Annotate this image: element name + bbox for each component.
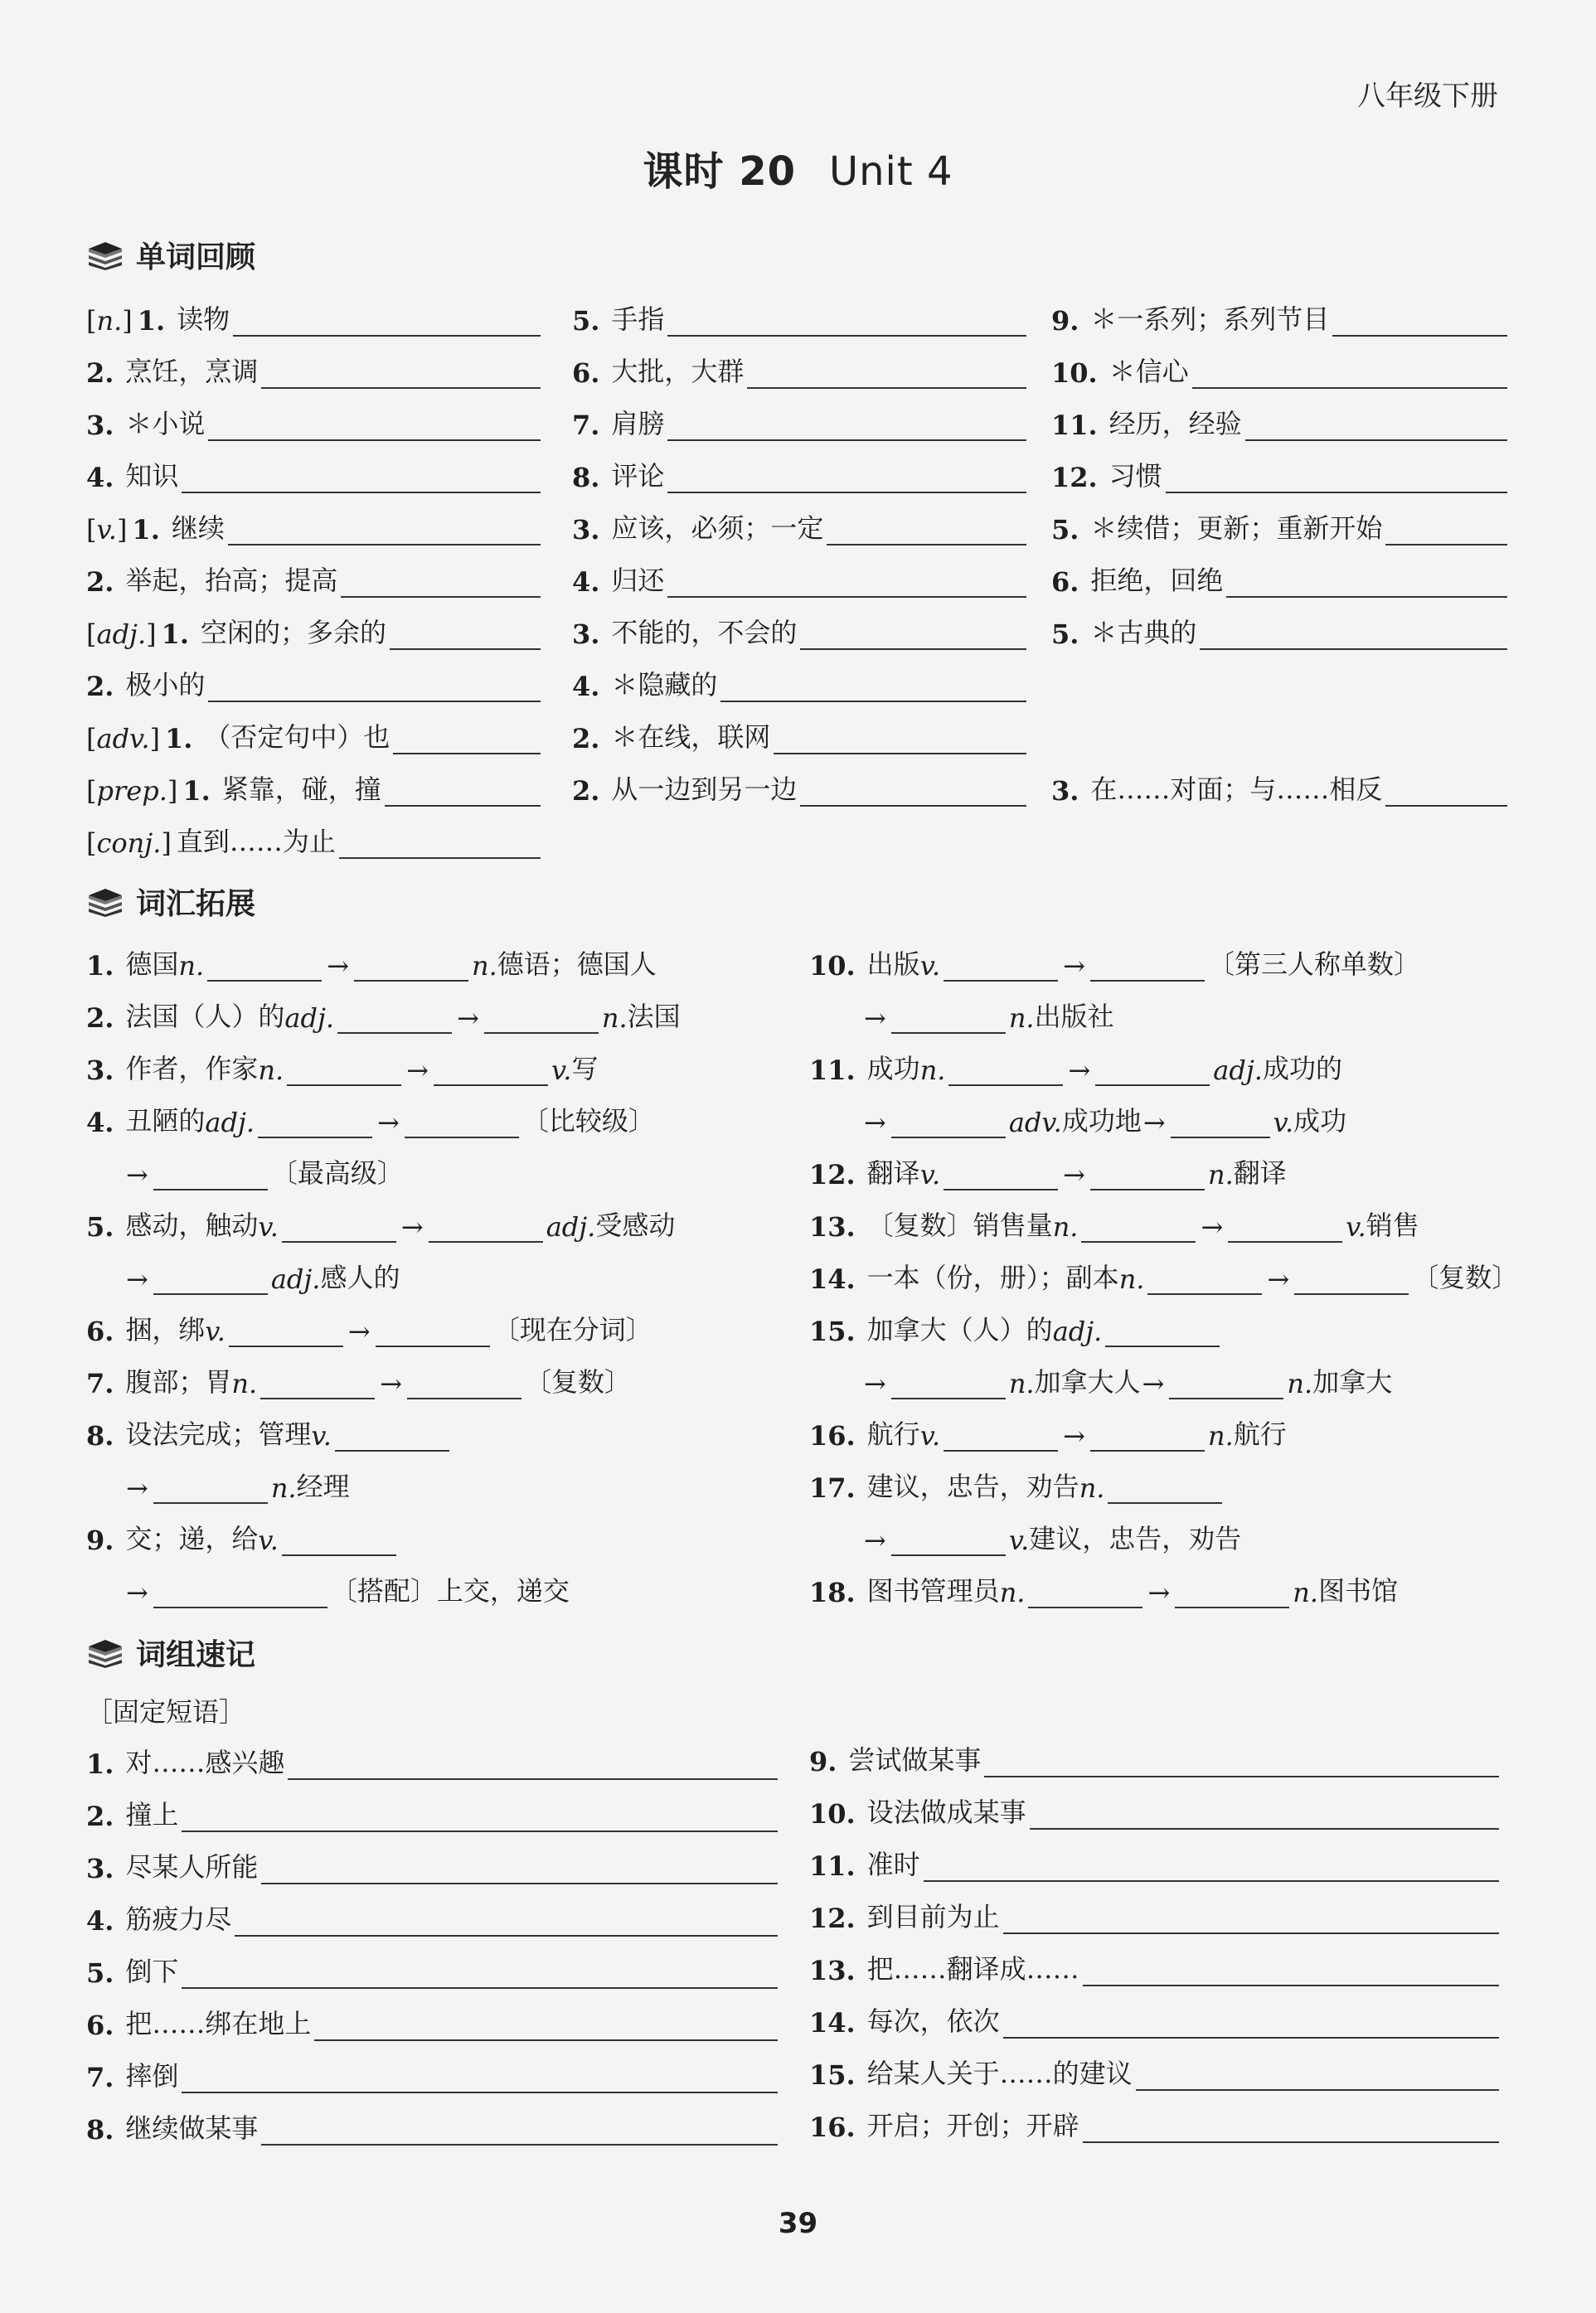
answer-blank[interactable] <box>153 1577 327 1608</box>
answer-blank[interactable] <box>1169 1368 1283 1399</box>
answer-blank[interactable] <box>891 1002 1006 1034</box>
answer-blank[interactable] <box>1228 1211 1342 1243</box>
section-title: 单词回顾 <box>136 240 256 274</box>
answer-blank[interactable] <box>720 671 1026 702</box>
answer-blank[interactable] <box>484 1002 599 1034</box>
answer-blank[interactable] <box>182 1957 778 1989</box>
answer-blank[interactable] <box>944 1159 1058 1190</box>
answer-blank[interactable] <box>1108 1472 1222 1504</box>
expand-item: 2. 法国（人）的 adj. → n. 法国 <box>86 1001 681 1034</box>
answer-blank[interactable] <box>667 566 1026 598</box>
answer-blank[interactable] <box>287 1055 401 1086</box>
answer-blank[interactable] <box>891 1525 1006 1556</box>
answer-blank[interactable] <box>667 410 1026 441</box>
expand-item: 17. 建议，忠告，劝告 n. <box>809 1467 1225 1504</box>
answer-blank[interactable] <box>984 1746 1499 1777</box>
answer-blank[interactable] <box>228 514 541 546</box>
answer-blank[interactable] <box>153 1263 268 1295</box>
phrase-item: 5. 倒下 <box>86 1952 778 1989</box>
phrase-item: 6. 把……绑在地上 <box>86 2005 778 2041</box>
answer-blank[interactable] <box>337 1002 452 1034</box>
answer-blank[interactable] <box>1105 1316 1220 1347</box>
answer-blank[interactable] <box>944 1420 1058 1452</box>
expand-item: 11. 成功 n. → adj. 成功的 <box>809 1053 1342 1086</box>
answer-blank[interactable] <box>182 2062 778 2093</box>
review-item: 3. ＊小说 <box>86 405 541 441</box>
answer-blank[interactable] <box>1003 1903 1499 1934</box>
expand-item: 3. 作者，作家 n. → v. 写 <box>86 1053 599 1086</box>
review-item: 2. 从一边到另一边 <box>572 770 1026 807</box>
review-item: 6. 拒绝，回绝 <box>1051 561 1507 598</box>
answer-blank[interactable] <box>1083 2112 1499 2143</box>
expand-item: 7. 腹部；胃 n. → 〔复数〕 <box>86 1366 632 1399</box>
answer-blank[interactable] <box>1226 566 1507 598</box>
expand-item: 13. 〔复数〕销售量 n. → v. 销售 <box>809 1210 1419 1243</box>
section-vocab-expand <box>86 880 255 923</box>
title-unit: Unit 4 <box>829 148 953 195</box>
expand-item-cont: → 〔最高级〕 <box>126 1157 404 1190</box>
expand-item-cont: → n. 出版社 <box>864 1001 1114 1034</box>
section-title: 词汇拓展 <box>136 887 256 921</box>
answer-blank[interactable] <box>235 1905 778 1937</box>
review-item: 6. 大批，大群 <box>572 352 1026 389</box>
grade-label: 八年级下册 <box>1357 80 1498 113</box>
answer-blank[interactable] <box>354 950 468 982</box>
answer-blank[interactable] <box>182 462 541 493</box>
answer-blank[interactable] <box>390 618 541 650</box>
answer-blank[interactable] <box>233 305 541 337</box>
answer-blank[interactable] <box>1030 1798 1499 1830</box>
expand-item: 5. 感动，触动 v. → adj. 受感动 <box>86 1210 676 1243</box>
page-title <box>0 139 1596 196</box>
answer-blank[interactable] <box>1385 775 1507 807</box>
review-item: [n.] 1. 读物 <box>86 300 541 337</box>
phrase-item: 1. 对……感兴趣 <box>86 1743 778 1780</box>
answer-blank[interactable] <box>1090 1420 1205 1452</box>
answer-blank[interactable] <box>288 1748 778 1780</box>
answer-blank[interactable] <box>261 2114 778 2146</box>
expand-item: 12. 翻译 v. → n. 翻译 <box>809 1157 1287 1190</box>
books-icon <box>86 240 124 270</box>
expand-item: 8. 设法完成；管理 v. <box>86 1415 453 1452</box>
answer-blank[interactable] <box>282 1525 396 1556</box>
answer-blank[interactable] <box>261 1853 778 1884</box>
answer-blank[interactable] <box>282 1211 396 1243</box>
answer-blank[interactable] <box>1332 305 1507 337</box>
answer-blank[interactable] <box>1136 2059 1499 2091</box>
review-item: 8. 评论 <box>572 457 1026 493</box>
review-item: 2. 烹饪，烹调 <box>86 352 541 389</box>
phrase-item: 13. 把……翻译成…… <box>809 1950 1499 1986</box>
answer-blank[interactable] <box>376 1316 490 1347</box>
answer-blank[interactable] <box>1090 950 1205 982</box>
answer-blank[interactable] <box>774 723 1026 754</box>
answer-blank[interactable] <box>1028 1577 1142 1608</box>
phrase-item: 10. 设法做成某事 <box>809 1793 1499 1830</box>
phrase-item: 9. 尝试做某事 <box>809 1741 1499 1777</box>
review-item: [adv.] 1. （否定句中）也 <box>86 718 541 754</box>
phrase-item: 16. 开启；开创；开辟 <box>809 2107 1499 2143</box>
review-item: 3. 应该，必须；一定 <box>572 509 1026 546</box>
answer-blank[interactable] <box>405 1107 519 1138</box>
section-word-review <box>86 234 255 276</box>
phrase-item: 3. 尽某人所能 <box>86 1848 778 1884</box>
answer-blank[interactable] <box>335 1420 449 1452</box>
expand-item-cont: → n. 加拿大人 → n. 加拿大 <box>864 1366 1393 1399</box>
review-item: [conj.] 直到……为止 <box>86 822 541 859</box>
answer-blank[interactable] <box>434 1055 548 1086</box>
expand-item: 14. 一本（份，册）；副本 n. → 〔复数〕 <box>809 1262 1519 1295</box>
answer-blank[interactable] <box>1192 357 1507 389</box>
answer-blank[interactable] <box>924 1850 1499 1882</box>
answer-blank[interactable] <box>1166 462 1507 493</box>
answer-blank[interactable] <box>407 1368 521 1399</box>
review-item: 2. ＊在线，联网 <box>572 718 1026 754</box>
answer-blank[interactable] <box>339 827 541 859</box>
review-item: 4. 归还 <box>572 561 1026 598</box>
review-item: 9. ＊一系列；系列节目 <box>1051 300 1507 337</box>
answer-blank[interactable] <box>667 462 1026 493</box>
review-item: 5. 手指 <box>572 300 1026 337</box>
answer-blank[interactable] <box>1245 410 1507 441</box>
answer-blank[interactable] <box>1175 1577 1289 1608</box>
phrase-item: 11. 准时 <box>809 1845 1499 1882</box>
review-item: 3. 不能的，不会的 <box>572 613 1026 650</box>
phrase-item: 4. 筋疲力尽 <box>86 1900 778 1937</box>
answer-blank[interactable] <box>948 1055 1063 1086</box>
expand-item: 16. 航行 v. → n. 航行 <box>809 1418 1287 1452</box>
title-lesson: 课时 20 <box>643 148 796 195</box>
phrase-item: 15. 给某人关于……的建议 <box>809 2054 1499 2091</box>
review-item: 11. 经历，经验 <box>1051 405 1507 441</box>
answer-blank[interactable] <box>153 1472 268 1504</box>
answer-blank[interactable] <box>1083 1955 1499 1986</box>
fixed-phrase-label: ［固定短语］ <box>86 1696 246 1728</box>
answer-blank[interactable] <box>827 514 1026 546</box>
answer-blank[interactable] <box>229 1316 343 1347</box>
review-item: 4. ＊隐藏的 <box>572 666 1026 702</box>
answer-blank[interactable] <box>1090 1159 1205 1190</box>
answer-blank[interactable] <box>944 950 1058 982</box>
review-item: [prep.] 1. 紧靠，碰，撞 <box>86 770 541 807</box>
answer-blank[interactable] <box>1095 1055 1210 1086</box>
review-item: 7. 肩膀 <box>572 405 1026 441</box>
answer-blank[interactable] <box>1200 618 1507 650</box>
phrase-item: 2. 撞上 <box>86 1796 778 1832</box>
answer-blank[interactable] <box>1147 1263 1262 1295</box>
expand-item-cont: → 〔搭配〕上交，递交 <box>126 1575 570 1608</box>
answer-blank[interactable] <box>1294 1263 1409 1295</box>
answer-blank[interactable] <box>891 1107 1006 1138</box>
review-item: 2. 极小的 <box>86 666 541 702</box>
section-phrases <box>86 1632 255 1674</box>
answer-blank[interactable] <box>153 1159 268 1190</box>
answer-blank[interactable] <box>385 775 541 807</box>
answer-blank[interactable] <box>1081 1211 1196 1243</box>
review-item: 3. 在……对面；与……相反 <box>1051 770 1507 807</box>
review-item: 10. ＊信心 <box>1051 352 1507 389</box>
books-icon <box>86 1638 124 1668</box>
answer-blank[interactable] <box>429 1211 543 1243</box>
expand-item: 10. 出版 v. → 〔第三人称单数〕 <box>809 948 1420 982</box>
review-item: 4. 知识 <box>86 457 541 493</box>
answer-blank[interactable] <box>182 1801 778 1832</box>
phrase-item: 7. 摔倒 <box>86 2057 778 2093</box>
answer-blank[interactable] <box>393 723 541 754</box>
expand-item: 18. 图书管理员 n. → n. 图书馆 <box>809 1575 1399 1608</box>
expand-item-cont: → n. 经理 <box>126 1471 350 1504</box>
review-item: 12. 习惯 <box>1051 457 1507 493</box>
answer-blank[interactable] <box>1003 2007 1499 2039</box>
answer-blank[interactable] <box>208 410 541 441</box>
review-item: 5. ＊古典的 <box>1051 613 1507 650</box>
answer-blank[interactable] <box>1171 1107 1270 1138</box>
expand-item: 15. 加拿大（人）的 adj. <box>809 1311 1223 1347</box>
review-item: [v.] 1. 继续 <box>86 509 541 546</box>
expand-item: 1. 德国 n. → n. 德语；德国人 <box>86 948 657 982</box>
answer-blank[interactable] <box>258 1107 372 1138</box>
answer-blank[interactable] <box>1385 514 1507 546</box>
expand-item: 6. 捆，绑 v. → 〔现在分词〕 <box>86 1314 652 1347</box>
answer-blank[interactable] <box>667 305 1026 337</box>
review-item: [adj.] 1. 空闲的；多余的 <box>86 613 541 650</box>
answer-blank[interactable] <box>747 357 1026 389</box>
answer-blank[interactable] <box>208 671 541 702</box>
review-item: 2. 举起，抬高；提高 <box>86 561 541 598</box>
expand-item-cont: → adv. 成功地 → v. 成功 <box>864 1105 1347 1138</box>
answer-blank[interactable] <box>314 2010 778 2041</box>
page-number: 39 <box>778 2207 818 2240</box>
answer-blank[interactable] <box>207 950 322 982</box>
answer-blank[interactable] <box>800 618 1026 650</box>
phrase-item: 12. 到目前为止 <box>809 1898 1499 1934</box>
phrase-item: 8. 继续做某事 <box>86 2109 778 2146</box>
expand-item: 4. 丑陋的 adj. → 〔比较级〕 <box>86 1105 655 1138</box>
expand-item: 9. 交；递，给 v. <box>86 1520 400 1556</box>
section-title: 词组速记 <box>136 1638 256 1672</box>
review-item: 5. ＊续借；更新；重新开始 <box>1051 509 1507 546</box>
answer-blank[interactable] <box>261 357 541 389</box>
answer-blank[interactable] <box>891 1368 1006 1399</box>
expand-item-cont: → v. 建议，忠告，劝告 <box>864 1523 1242 1556</box>
answer-blank[interactable] <box>341 566 541 598</box>
phrase-item: 14. 每次，依次 <box>809 2002 1499 2039</box>
books-icon <box>86 887 124 917</box>
answer-blank[interactable] <box>260 1368 375 1399</box>
expand-item-cont: → adj. 感人的 <box>126 1262 400 1295</box>
answer-blank[interactable] <box>800 775 1026 807</box>
